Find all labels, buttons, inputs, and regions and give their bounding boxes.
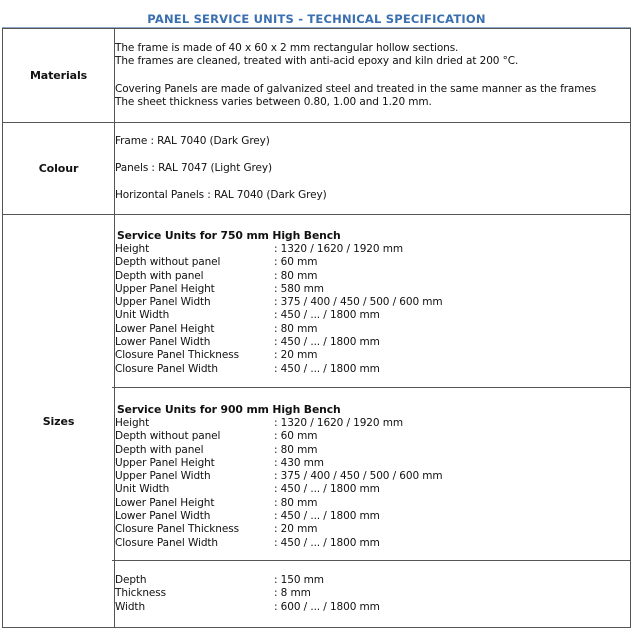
spec-key: Lower Panel Height [115,496,215,509]
spec-key: Closure Panel Width [115,536,218,549]
sizes-content [115,215,631,628]
spec-row [115,336,630,349]
bench900-rows [115,417,630,550]
spec-key: Upper Panel Height [115,456,215,469]
materials-line: The frame is made of 40 x 60 x 2 mm rectangular hollow sections. [115,41,459,54]
spec-value: : 450 / ... / 1800 mm [274,336,380,349]
spec-key: Closure Panel Width [115,362,218,375]
spec-key: Unit Width [115,309,170,322]
spec-value: : 450 / ... / 1800 mm [274,309,380,322]
spec-value: : 60 mm [274,430,318,443]
spec-value: : 80 mm [274,322,318,335]
bench750-rows [115,243,630,376]
spec-row [115,497,630,510]
spec-row [115,510,630,523]
spec-key: Unit Width [115,483,170,496]
bench-section [115,561,630,614]
colour-line: Panels : RAL 7047 (Light Grey) [115,161,272,174]
spec-row [115,309,630,322]
spec-value: : 375 / 400 / 450 / 500 / 600 mm [274,296,443,309]
spec-key: Height [115,417,150,429]
spec-row [115,349,630,362]
spec-row [115,430,630,443]
spec-key: Lower Panel Width [115,510,211,523]
spec-key: Closure Panel Thickness [115,349,239,362]
sizes-row [3,215,631,628]
spec-row [115,470,630,483]
spec-row [115,296,630,309]
spec-key: Closure Panel Thickness [115,523,239,536]
materials-label: Materials [3,29,115,123]
spec-row [115,457,630,470]
materials-line: Covering Panels are made of galvanized steel and treated in the same manner as the frames [115,82,597,95]
spec-value: : 450 / ... / 1800 mm [274,483,380,496]
materials-row [3,29,631,123]
colour-line: Frame : RAL 7040 (Dark Grey) [115,134,270,147]
materials-content [115,29,631,123]
spec-key: Depth without panel [115,430,221,443]
spec-row [115,601,630,614]
spec-row [115,363,630,376]
spec-value: : 150 mm [274,574,324,586]
spec-table [2,28,631,628]
page-title: PANEL SERVICE UNITS - TECHNICAL SPECIFICATION [147,12,486,26]
bench-rows [115,574,630,614]
spec-key: Upper Panel Width [115,296,211,309]
bench750-heading: Service Units for 750 mm High Bench [117,229,341,242]
spec-row [115,444,630,457]
spec-key: Depth [115,574,147,586]
spec-row [115,283,630,296]
spec-row [115,256,630,269]
spec-value: : 600 / ... / 1800 mm [274,600,380,613]
spec-row [115,574,630,587]
spec-value: : 450 / ... / 1800 mm [274,510,380,523]
spec-key: Depth with panel [115,269,204,282]
spec-value: : 375 / 400 / 450 / 500 / 600 mm [274,470,443,483]
spec-key: Width [115,600,146,613]
spec-row [115,483,630,496]
spec-value: : 80 mm [274,443,318,456]
spec-value: : 20 mm [274,523,318,536]
spec-key: Lower Panel Width [115,336,211,349]
spec-row [115,270,630,283]
spec-value: : 80 mm [274,496,318,509]
bench900-heading: Service Units for 900 mm High Bench [117,403,341,416]
sizes-label: Sizes [3,215,115,628]
colour-line: Horizontal Panels : RAL 7040 (Dark Grey) [115,189,327,202]
spec-key: Upper Panel Height [115,282,215,295]
materials-line: The frames are cleaned, treated with anti-acid epoxy and kiln dried at 200 °C. [115,55,519,68]
spec-key: Thickness [115,587,166,600]
spec-row [115,587,630,600]
spec-value: : 430 mm [274,456,324,469]
spec-row [115,417,630,430]
colour-row [3,123,631,215]
spec-value: : 20 mm [274,349,318,362]
spec-key: Depth with panel [115,443,204,456]
spec-key: Lower Panel Height [115,322,215,335]
spec-value: : 1320 / 1620 / 1920 mm [274,417,403,429]
spec-value: : 450 / ... / 1800 mm [274,362,380,375]
bench900-section [115,388,630,560]
spec-value: : 580 mm [274,282,324,295]
spec-value: : 80 mm [274,269,318,282]
colour-label: Colour [3,123,115,215]
spec-key: Upper Panel Width [115,470,211,483]
colour-content [115,123,631,215]
spec-row [115,323,630,336]
spec-value: : 60 mm [274,256,318,269]
materials-line: The sheet thickness varies between 0.80, 1.00 and 1.20 mm. [115,95,432,108]
spec-row [115,243,630,256]
spec-key: Depth without panel [115,256,221,269]
spec-value: : 1320 / 1620 / 1920 mm [274,243,403,255]
spec-value: : 450 / ... / 1800 mm [274,536,380,549]
spec-row [115,537,630,550]
spec-value: : 8 mm [274,587,311,600]
spec-key: Height [115,243,150,255]
spec-row [115,523,630,536]
bench750-section [115,215,630,387]
